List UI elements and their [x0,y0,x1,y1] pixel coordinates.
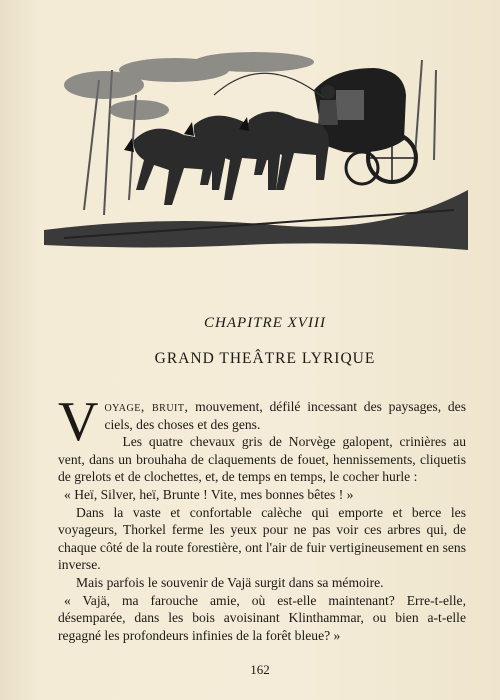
paragraph: « Heï, Silver, heï, Brunte ! Vite, mes bonnes bêtes ! » [64,486,354,502]
page-number: 162 [250,662,270,677]
opening-rest: mouvement, défilé incessant des paysages, des ciels, des choses et des gens. [104,399,467,432]
paragraph: Dans la vaste et confortable calèche qui emporte et berce les voyageurs, Thorkel ferme les yeux pour ne pas voir ces arbres qui, de chaque côté de la route forestière, ont l'air de fuir vertigineusement en sens inverse. [58,504,466,573]
drop-cap: V [58,391,99,453]
paragraph: « Vajä, ma farouche amie, où est-elle maintenant? Erre-t-elle, désemparée, dans les bois avoisinant Klinthammar, ou bien a-t-elle regagné les profondeurs infinies de la forêt bleue? » [58,592,466,643]
opening-smallcaps: oyage, bruit, [104,399,189,414]
body-text [58,391,467,644]
paragraph: Mais parfois le souvenir de Vajä surgit dans sa mémoire. [76,574,384,590]
chapter-title: GRAND THEÂTRE LYRIQUE [154,350,376,367]
chapter-heading: CHAPITRE XVIII [204,315,326,331]
paragraph: Les quatre chevaux gris de Norvège galopent, crinières au vent, dans un brouhaha de claquements de fouet, hennissements, cliquetis de grelots et de clochettes, et, de temps en temps, le cocher hurle : [58,434,466,485]
carriage-illustration [44,40,468,262]
opening-paragraph [58,391,467,453]
